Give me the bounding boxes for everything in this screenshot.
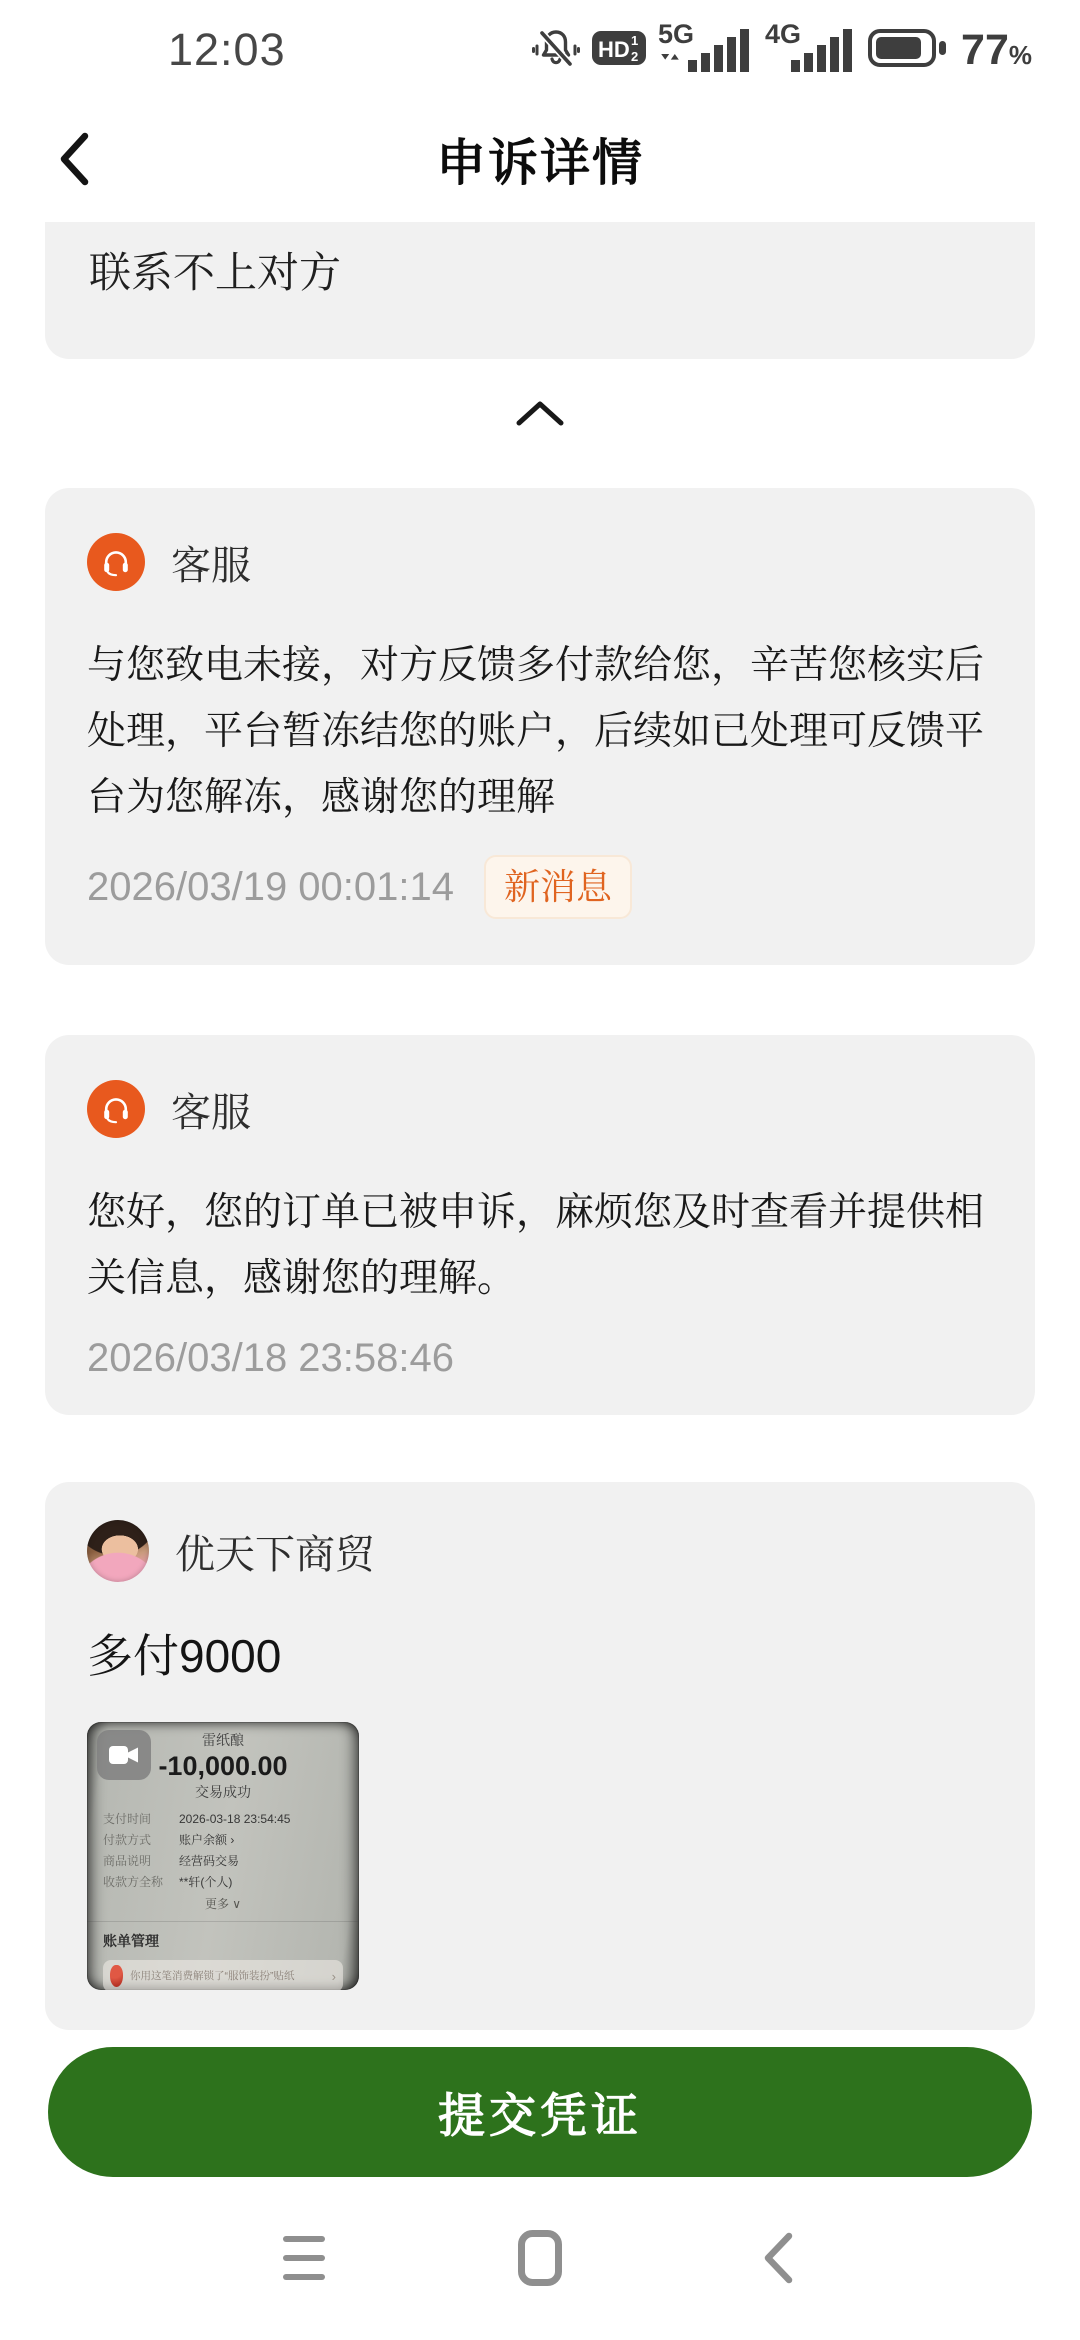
chevron-left-icon [761, 2231, 795, 2285]
signal-5g-icon [658, 20, 754, 81]
page-header [0, 100, 1080, 218]
message-text: 与您致电未接，对方反馈多付款给您，辛苦您核实后处理，平台暂冻结您的账户，后续如已处理可反馈平台为您解冻，感谢您的理解 [87, 644, 985, 819]
home-icon [518, 2230, 562, 2286]
headset-icon [98, 544, 134, 580]
clock: 12:03 [168, 24, 286, 75]
new-message-badge: 新消息 [484, 855, 632, 919]
video-camera-icon [109, 1743, 139, 1767]
page-title: 申诉详情 [436, 135, 644, 191]
sender-name: 客服 [171, 1090, 251, 1135]
receipt-row: 付款方式 账户余额 › [103, 1833, 235, 1847]
receipt-row: 支付时间 2026-03-18 23:54:45 [103, 1812, 291, 1826]
collapse-button[interactable] [514, 396, 566, 430]
receipt-rows [103, 1812, 343, 1890]
svg-text:2: 2 [631, 48, 639, 64]
menu-icon [283, 2236, 325, 2280]
receipt-row: 商品说明 经营码交易 [103, 1854, 240, 1868]
hd-volte-icon [591, 28, 647, 73]
receipt-more: 更多 ∨ [204, 1897, 242, 1911]
receipt-merchant: 雷纸酿 [202, 1732, 244, 1748]
message-card-cs-1 [45, 488, 1035, 965]
payment-video-attachment[interactable] [87, 1722, 359, 1990]
receipt-status: 交易成功 [195, 1784, 251, 1800]
chevron-right-icon: › [331, 1968, 336, 1984]
message-text: 您好，您的订单已被申诉，麻烦您及时查看并提供相关信息，感谢您的理解。 [87, 1191, 985, 1300]
receipt-amount: -10,000.00 [158, 1751, 288, 1781]
message-card-cs-2 [45, 1035, 1035, 1415]
merchant-message-text: 多付9000 [87, 1630, 282, 1682]
headset-icon [98, 1091, 134, 1127]
receipt-row: 收款方全称 **轩(个人) [103, 1875, 233, 1889]
nav-recents-button[interactable] [274, 2228, 334, 2288]
signal-4g-icon [765, 20, 857, 81]
sticker-mascot-icon [110, 1965, 123, 1987]
nav-home-button[interactable] [510, 2228, 570, 2288]
mute-bell-icon [532, 24, 580, 77]
message-footer [87, 1336, 993, 1381]
video-indicator [97, 1730, 151, 1780]
status-bar [0, 0, 1080, 100]
receipt-divider [87, 1921, 359, 1922]
battery-icon [868, 27, 950, 74]
message-timestamp: 2026/03/18 23:58:46 [87, 1336, 455, 1380]
customer-service-avatar [87, 1080, 145, 1138]
battery-percent: 77% [961, 25, 1032, 74]
svg-text:1: 1 [631, 32, 639, 48]
receipt-section-title: 账单管理 [103, 1933, 159, 1949]
svg-text:5G: 5G [658, 19, 695, 49]
merchant-name: 优天下商贸 [175, 1532, 375, 1577]
chevron-up-icon [514, 398, 566, 428]
svg-text:4G: 4G [765, 19, 802, 49]
message-header [87, 1080, 993, 1138]
sender-name: 客服 [171, 543, 251, 588]
appeal-reason-card [45, 222, 1035, 359]
receipt-banner: 你用这笔消费解锁了“服饰装扮”贴纸 › [103, 1960, 343, 1990]
appeal-reason-text: 联系不上对方 [89, 249, 342, 296]
android-nav-bar [0, 2200, 1080, 2340]
status-icons [532, 0, 1032, 100]
svg-text:HD: HD [598, 36, 630, 62]
message-header [87, 1522, 993, 1580]
message-header [87, 533, 993, 591]
merchant-avatar [87, 1520, 149, 1582]
message-timestamp: 2026/03/19 00:01:14 [87, 864, 455, 909]
message-card-merchant [45, 1482, 1035, 2030]
message-footer [87, 855, 993, 919]
submit-evidence-button[interactable]: 提交凭证 [48, 2047, 1032, 2177]
customer-service-avatar [87, 533, 145, 591]
nav-back-button[interactable] [748, 2228, 808, 2288]
